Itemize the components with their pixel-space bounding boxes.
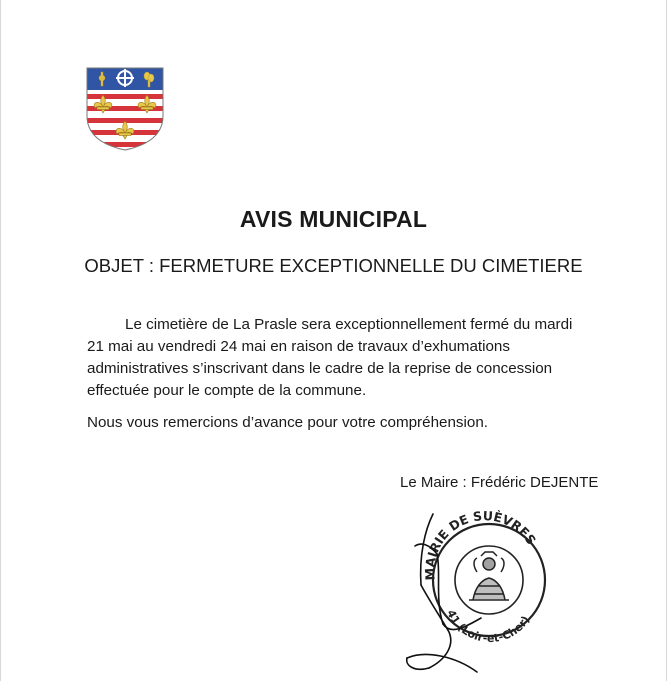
notice-paragraph: Nous vous remercions d’avance pour votre compréhension.: [87, 414, 488, 431]
notice-paragraph: Le cimetière de La Prasle sera exceptionnellement fermé du mardi 21 mai au vendredi 24 mai en raison de travaux d’exhumations administratives s’inscrivant dans le cadre de la reprise de concession effectuée pour le compte de la commune.: [87, 316, 573, 399]
stamp-emblem-icon: [469, 552, 509, 600]
coat-of-arms-icon: [85, 66, 165, 152]
signatory-line: Le Maire : Frédéric DEJENTE: [400, 474, 599, 491]
notice-title: AVIS MUNICIPAL: [239, 206, 428, 232]
official-stamp: [385, 500, 585, 680]
stamp-bottom-text: 41 (Loir-et-Cher): [444, 607, 533, 645]
notice-body: [87, 314, 583, 434]
stamp-top-text: MAIRIE DE SUÈVRES: [421, 508, 540, 581]
notice-subject: OBJET : FERMETURE EXCEPTIONNELLE DU CIMETIERE: [84, 255, 583, 276]
